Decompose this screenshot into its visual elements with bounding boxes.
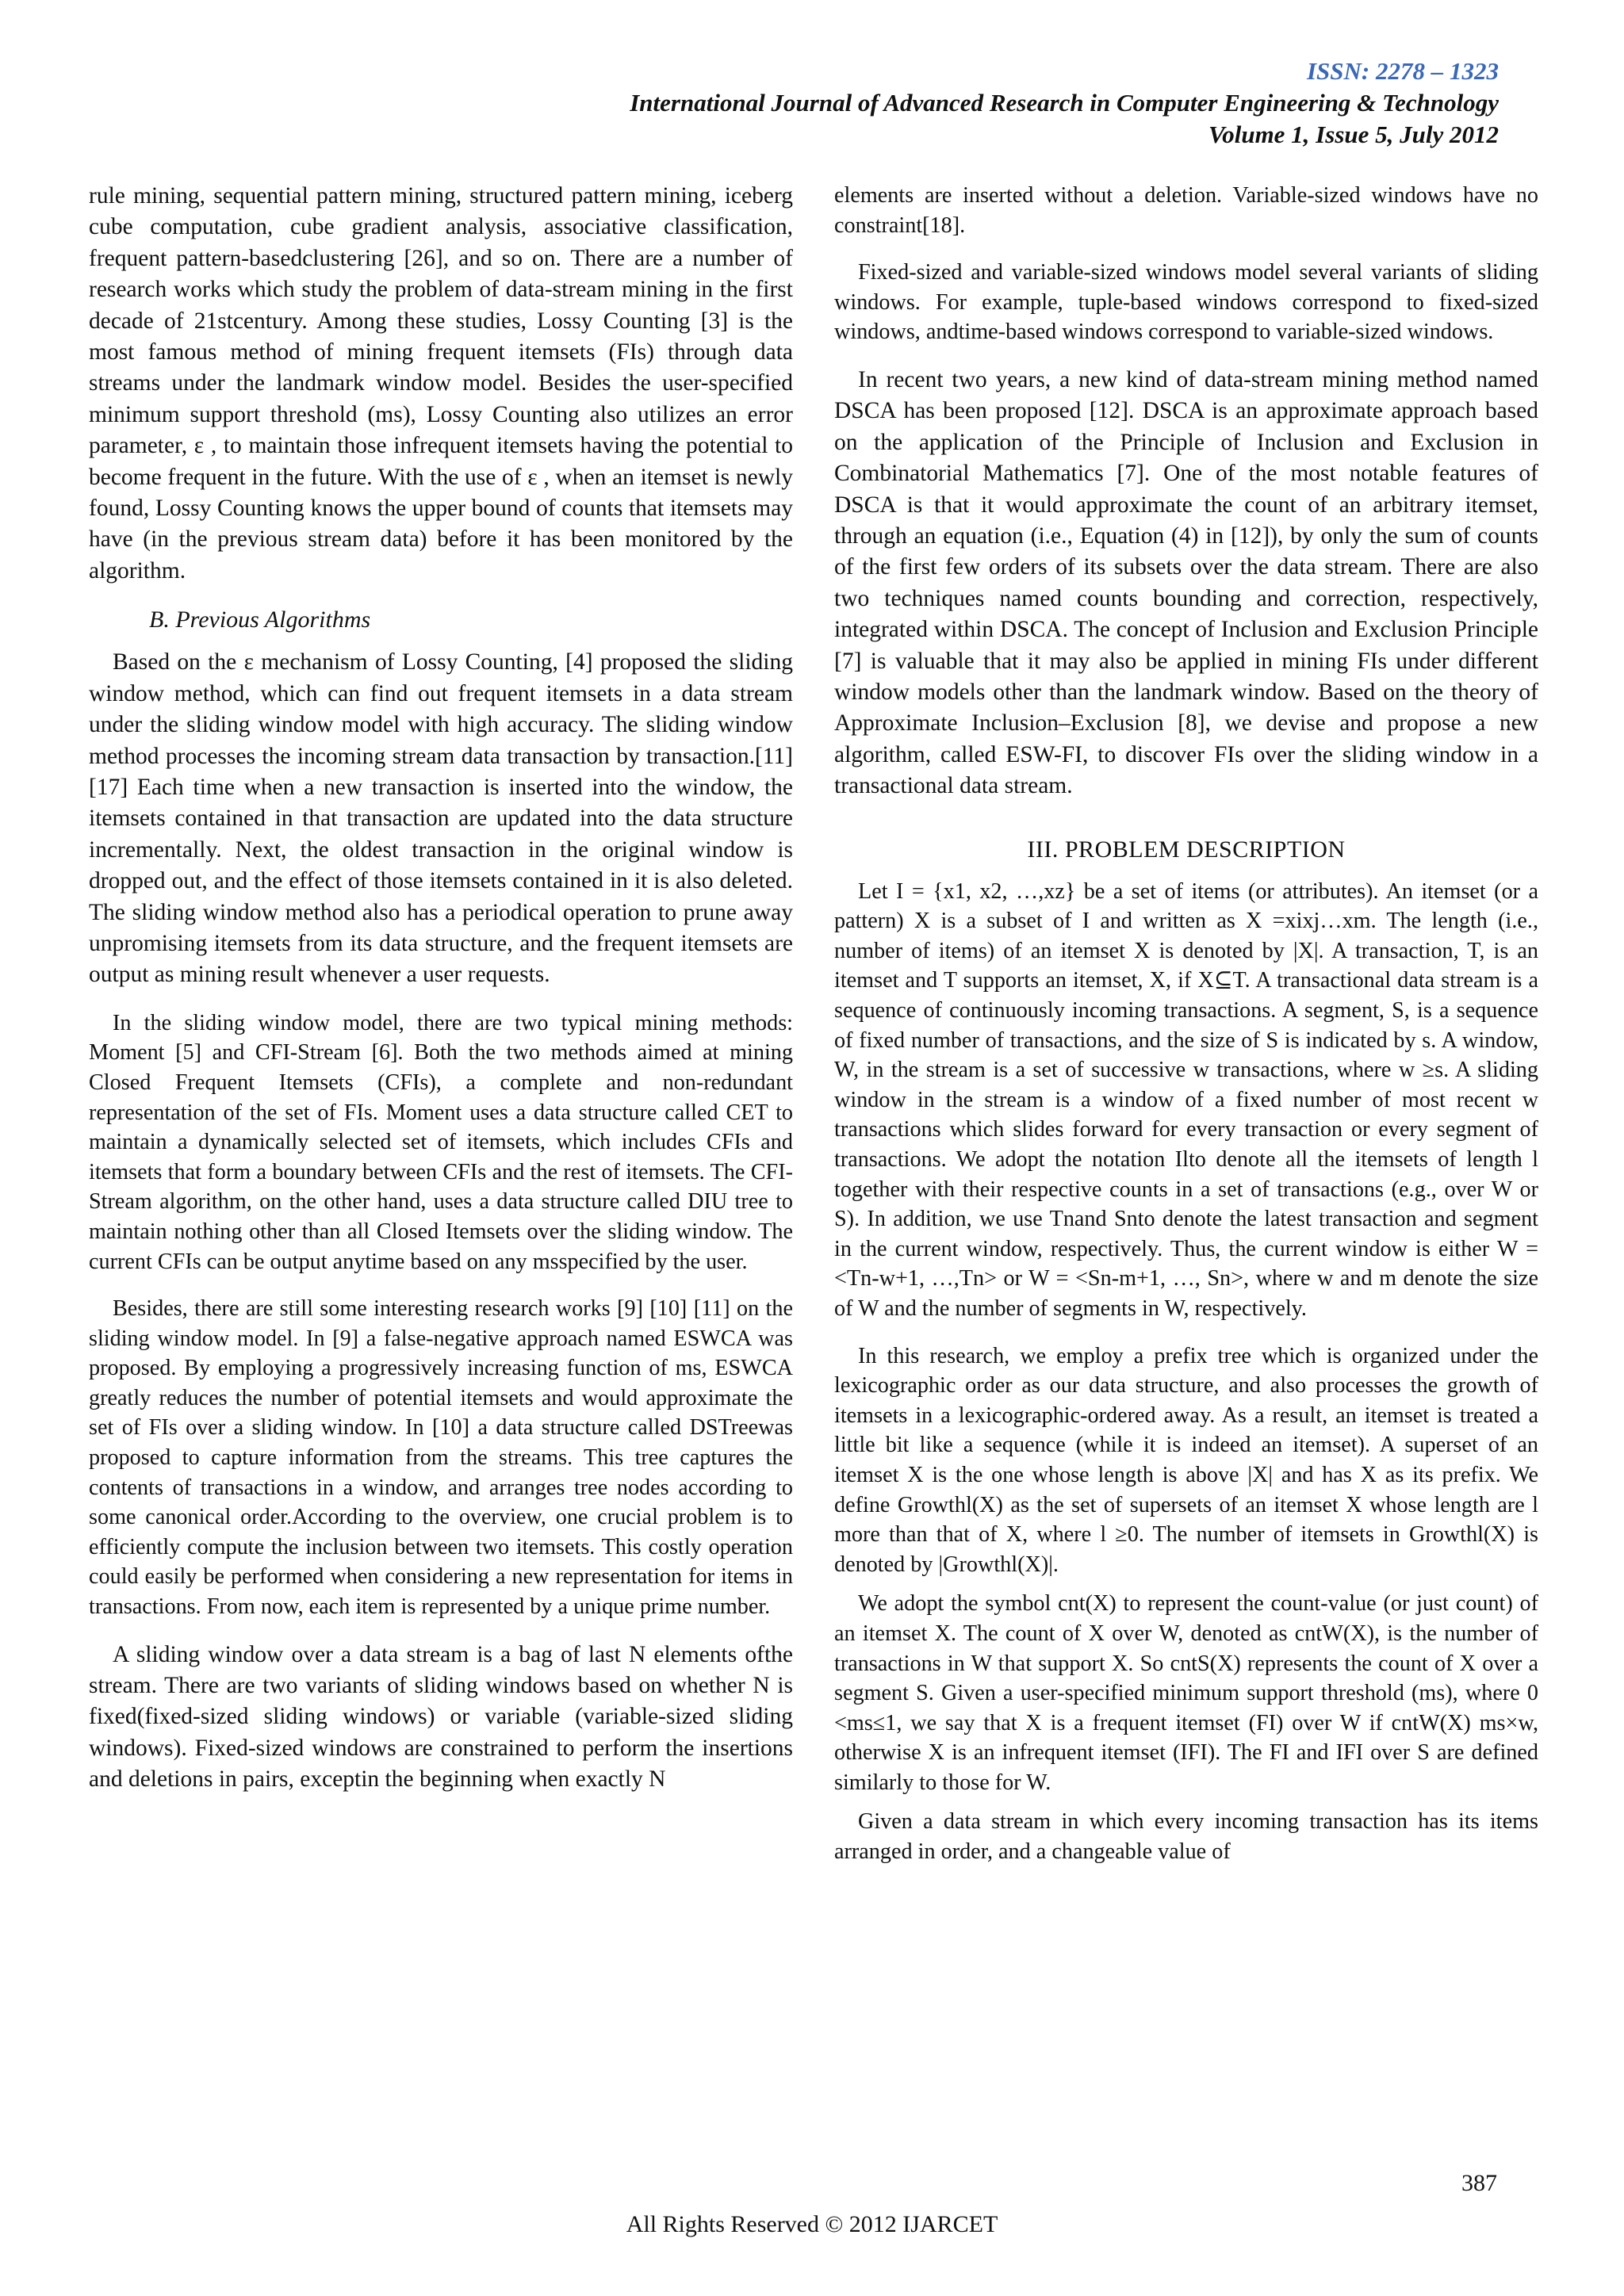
- journal-header: [630, 55, 1499, 151]
- right-column: [834, 181, 1538, 1885]
- paragraph: Besides, there are still some interesting research works [9] [10] [11] on the sliding window model. In [9] a false-negative approach named ESWCA was proposed. By employing a progressively increasing function of ms, ESWCA greatly reduces the number of potential itemsets and would approximate the set of FIs over a sliding window. In [10] a data structure called DSTreewas proposed to capture information from the streams. This tree captures the contents of transactions in a window, and arranges tree nodes according to some canonical order.According to the overview, one crucial problem is to efficiently compute the inclusion between two itemsets. This costly operation could easily be performed when considering a new representation for items in transactions. From now, each item is represented by a unique prime number.: [89, 1296, 793, 1620]
- paragraph: elements are inserted without a deletion. Variable-sized windows have no constraint[18].: [834, 183, 1538, 238]
- volume-issue: Volume 1, Issue 5, July 2012: [1208, 121, 1499, 148]
- paragraph: We adopt the symbol cnt(X) to represent the count-value (or just count) of an itemset X. The count of X over W, denoted as cntW(X), is the number of transactions in W that support X. So cntS(X) represents the count of X over a segment S. Given a user-specified minimum support threshold (ms), where 0 <ms≤1, we say that X is a frequent itemset (FI) over W if cntW(X) ms×w, otherwise X is an infrequent itemset (IFI). The FI and IFI over S are defined similarly to those for W.: [834, 1591, 1538, 1795]
- paragraph: Fixed-sized and variable-sized windows model several variants of sliding windows. For example, tuple-based windows correspond to fixed-sized windows, andtime-based windows correspond to variable-sized windows.: [834, 260, 1538, 345]
- paragraph: Let I = {x1, x2, …,xz} be a set of items (or attributes). An itemset (or a pattern) X is a subset of I and written as X =xixj…xm. The length (i.e., number of items) of an itemset X is denoted by |X|. A transaction, T, is an itemset and T supports an itemset, X, if X⊆T. A transactional data stream is a sequence of continuously incoming transactions. A segment, S, is a sequence of fixed number of transactions, and the size of S is indicated by s. A window, W, in the stream is a set of successive w transactions, where w ≥s. A sliding window in the stream is a window of a fixed number of most recent w transactions which slides forward for every transaction or every segment of transactions. We adopt the notation Ilto denote all the itemsets of length l together with their respective counts in a set of transactions (e.g., over W or S). In addition, we use Tnand Snto denote the latest transaction and segment in the current window, respectively. Thus, the current window is either W = <Tn-w+1, …,Tn> or W = <Sn-m+1, …, Sn>, where w and m denote the size of W and the number of segments in W, respectively.: [834, 878, 1538, 1321]
- page-number: 387: [1461, 2170, 1497, 2196]
- issn: ISSN: 2278 – 1323: [1306, 57, 1499, 85]
- paragraph: A sliding window over a data stream is a bag of last N elements ofthe stream. There are two variants of sliding windows based on whether N is fixed(fixed-sized sliding windows) or variable (variable-sized sliding windows). Fixed-sized windows are constrained to perform the insertions and deletions in pairs, exceptin the beginning when exactly N: [89, 1641, 793, 1793]
- paragraph: In this research, we employ a prefix tree which is organized under the lexicographic order as our data structure, and also processes the growth of itemsets in a lexicographic-ordered away. As a result, an itemset is treated a little bit like a sequence (while it is indeed an itemset). A superset of an itemset X is the one whose length is above |X| and has X as its prefix. We define Growthl(X) as the set of supersets of an itemset X whose length are l more than that of X, where l ≥0. The number of itemsets in Growthl(X) is denoted by |Growthl(X)|.: [834, 1343, 1538, 1577]
- section-heading: III. PROBLEM DESCRIPTION: [1027, 836, 1346, 863]
- journal-title: International Journal of Advanced Research in Computer Engineering & Technology: [630, 89, 1499, 117]
- copyright-footer: All Rights Reserved © 2012 IJARCET: [626, 2211, 998, 2237]
- paragraph: In the sliding window model, there are two typical mining methods: Moment [5] and CFI-Stream [6]. Both the two methods aimed at mining Closed Frequent Itemsets (CFIs), a complete and non-redundant representation of the set of FIs. Moment uses a data structure called CET to maintain a dynamically selected set of itemsets, which includes CFIs and itemsets that form a boundary between CFIs and the rest of itemsets. The CFI-Stream algorithm, on the other hand, uses a data structure called DIU tree to maintain nothing other than all Closed Itemsets over the sliding window. The current CFIs can be output anytime based on any msspecified by the user.: [89, 1010, 793, 1274]
- paragraph: In recent two years, a new kind of data-stream mining method named DSCA has been proposed [12]. DSCA is an approximate approach based on the application of the Principle of Inclusion and Exclusion in Combinatorial Mathematics [7]. One of the most notable features of DSCA is that it would approximate the count of an arbitrary itemset, through an equation (i.e., Equation (4) in [12]), by only the sum of counts of the first few orders of its subsets over the data stream. There are also two techniques named counts bounding and correction, respectively, integrated within DSCA. The concept of Inclusion and Exclusion Principle [7] is valuable that it may also be applied in mining FIs under different window models other than the landmark window. Based on the theory of Approximate Inclusion–Exclusion [8], we devise and propose a new algorithm, called ESW-FI, to discover FIs over the sliding window in a transactional data stream.: [834, 366, 1538, 799]
- left-column: [89, 181, 793, 1813]
- subsection-heading: B. Previous Algorithms: [149, 607, 371, 633]
- paragraph: Based on the ε mechanism of Lossy Counting, [4] proposed the sliding window method, which can find out frequent itemsets in a data stream under the sliding window model with high accuracy. The sliding window method processes the incoming stream data transaction by transaction.[11][17] Each time when a new transaction is inserted into the window, the itemsets contained in that transaction are updated into the data structure incrementally. Next, the oldest transaction in the original window is dropped out, and the effect of those itemsets contained in it is also deleted. The sliding window method also has a periodical operation to prune away unpromising itemsets from its data structure, and the frequent itemsets are output as mining result whenever a user requests.: [89, 649, 793, 988]
- paragraph: rule mining, sequential pattern mining, structured pattern mining, iceberg cube computation, cube gradient analysis, associative classification, frequent pattern-basedclustering [26], and so on. There are a number of research works which study the problem of data-stream mining in the first decade of 21stcentury. Among these studies, Lossy Counting [3] is the most famous method of mining frequent itemsets (FIs) through data streams under the landmark window model. Besides the user-specified minimum support threshold (ms), Lossy Counting also utilizes an error parameter, ε , to maintain those infrequent itemsets having the potential to become frequent in the future. With the use of ε , when an itemset is newly found, Lossy Counting knows the upper bound of counts that itemsets may have (in the previous stream data) before it has been monitored by the algorithm.: [89, 183, 793, 584]
- paragraph: Given a data stream in which every incoming transaction has its items arranged in order, and a changeable value of: [834, 1809, 1538, 1865]
